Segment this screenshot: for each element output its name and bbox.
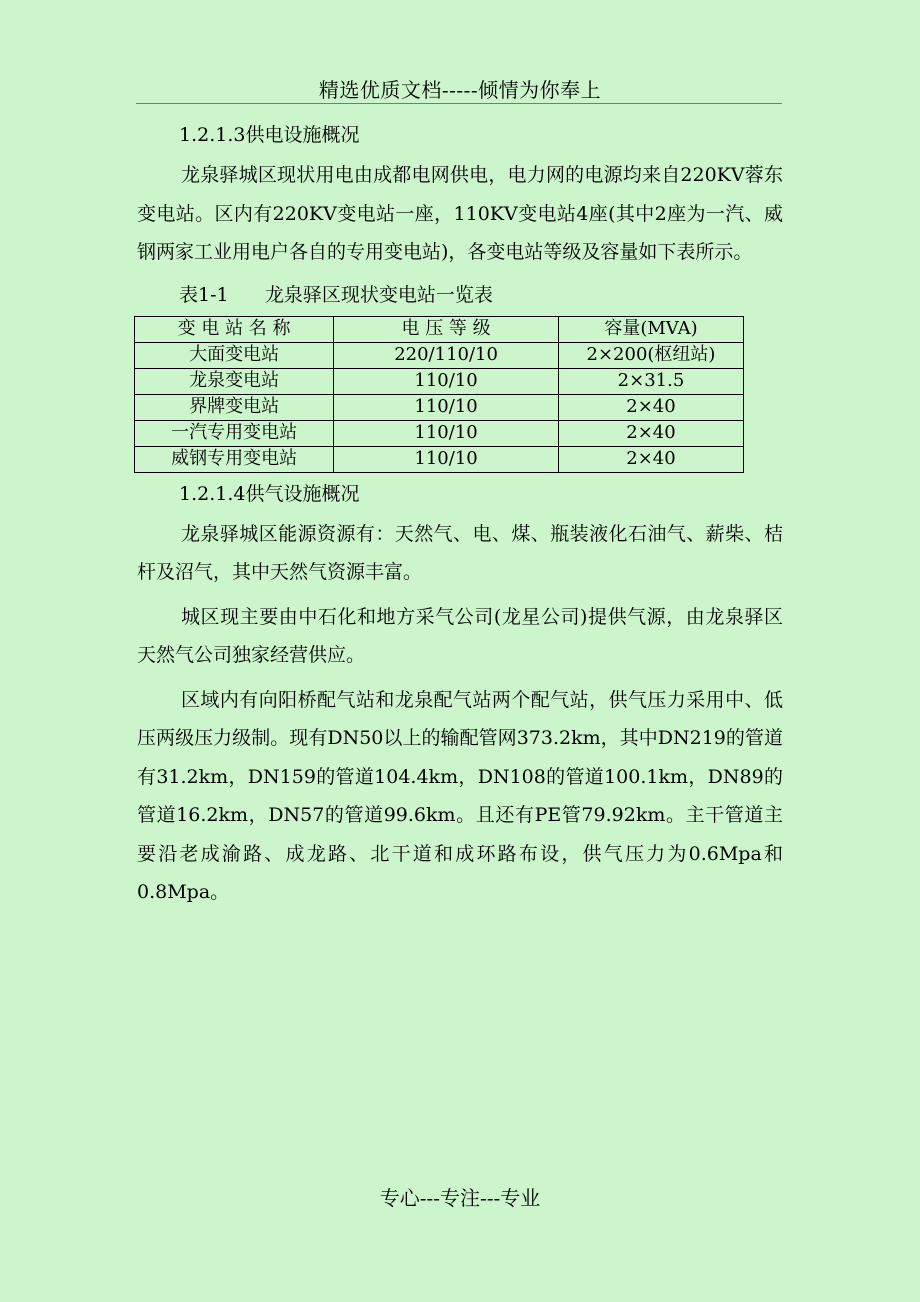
- table-header-name: 变 电 站 名 称: [135, 316, 334, 342]
- substation-table: [134, 316, 744, 473]
- table-cell-voltage: 110/10: [334, 420, 559, 446]
- table-cell-voltage: 110/10: [334, 368, 559, 394]
- table-row: [135, 394, 744, 420]
- table-cell-capacity: 2×40: [558, 394, 743, 420]
- table-header-voltage: 电 压 等 级: [334, 316, 559, 342]
- table-row: [135, 368, 744, 394]
- section-heading-gas: 1.2.1.4供气设施概况: [179, 482, 360, 505]
- table-cell-name: 一汽专用变电站: [135, 420, 334, 446]
- page-header: 精选优质文档-----倾情为你奉上: [318, 78, 602, 102]
- table-header-row: [135, 316, 744, 342]
- table-cell-capacity: 2×31.5: [558, 368, 743, 394]
- paragraph-gas-resources: 龙泉驿城区能源资源有：天然气、电、煤、瓶装液化石油气、薪柴、桔杆及沼气，其中天然气资源丰富。: [137, 522, 783, 583]
- table-row: [135, 446, 744, 472]
- paragraph-power: 龙泉驿城区现状用电由成都电网供电，电力网的电源均来自220KV蓉东变电站。区内有220KV变电站一座，110KV变电站4座(其中2座为一汽、威钢两家工业用电户各自的专用变电站)，各变电站等级及容量如下表所示。: [137, 164, 783, 263]
- paragraph-gas-network: 区域内有向阳桥配气站和龙泉配气站两个配气站，供气压力采用中、低压两级压力级制。现有DN50以上的输配管网373.2km，其中DN219的管道有31.2km，DN159的管道104.4km，DN108的管道100.1km，DN89的管道16.2km，DN57的管道99.6km。且还有PE管79.92km。主干管道主要沿老成渝路、成龙路、北干道和成环路布设，供气压力为0.6Mpa和0.8Mpa。: [137, 688, 783, 903]
- table-title: 表1-1 龙泉驿区现状变电站一览表: [179, 283, 493, 306]
- table-cell-voltage: 110/10: [334, 394, 559, 420]
- table-header-capacity: 容量(MVA): [558, 316, 743, 342]
- table-cell-capacity: 2×40: [558, 420, 743, 446]
- page-footer: 专心---专注---专业: [379, 1186, 541, 1210]
- table-cell-name: 龙泉变电站: [135, 368, 334, 394]
- table-row: [135, 420, 744, 446]
- table-row: [135, 342, 744, 368]
- table-cell-name: 界牌变电站: [135, 394, 334, 420]
- table-cell-capacity: 2×40: [558, 446, 743, 472]
- paragraph-gas-supply: 城区现主要由中石化和地方采气公司(龙星公司)提供气源，由龙泉驿区天然气公司独家经营供应。: [137, 605, 783, 666]
- document-body: [137, 114, 783, 912]
- table-cell-voltage: 220/110/10: [334, 342, 559, 368]
- table-cell-name: 威钢专用变电站: [135, 446, 334, 472]
- header-divider: [136, 103, 782, 104]
- section-heading-power: 1.2.1.3供电设施概况: [179, 124, 360, 146]
- table-cell-voltage: 110/10: [334, 446, 559, 472]
- table-cell-name: 大面变电站: [135, 342, 334, 368]
- table-cell-capacity: 2×200(枢纽站): [558, 342, 743, 368]
